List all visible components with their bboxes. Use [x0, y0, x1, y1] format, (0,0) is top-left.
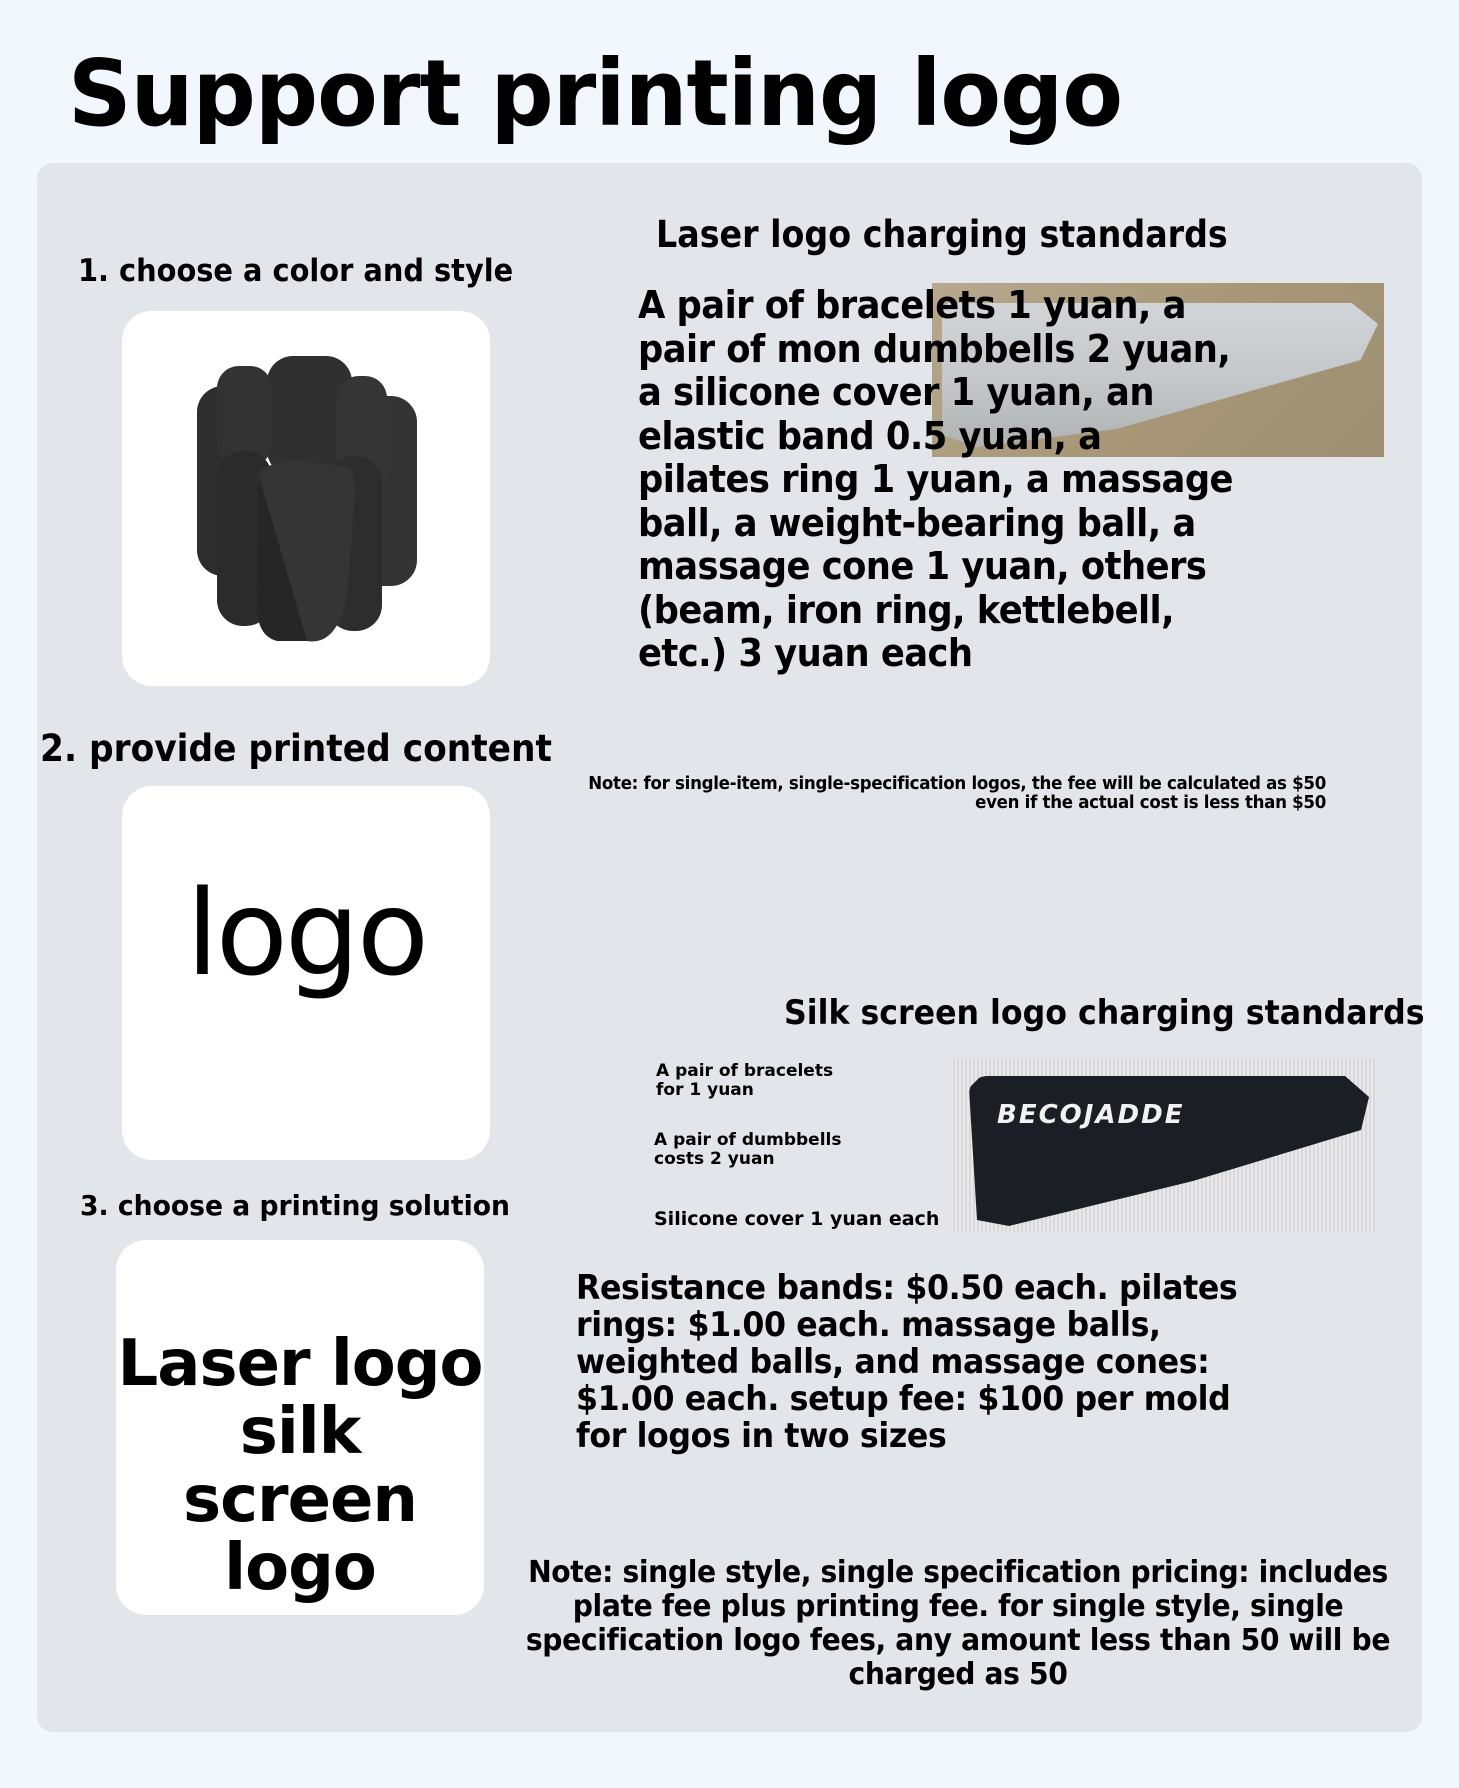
- logo-content-card[interactable]: [122, 786, 490, 1160]
- solution-silk-screen: silk screen: [183, 1395, 417, 1537]
- step-3-label: 3. choose a printing solution: [80, 1189, 510, 1222]
- silk-screen-sample-image: [951, 1058, 1375, 1232]
- solution-laser: Laser logo: [117, 1327, 483, 1401]
- minimum-fee-note: Note: for single-item, single-specification logos, the fee will be calculated as $50 even if the actual cost is less than $50: [588, 774, 1326, 813]
- logo-placeholder-text: logo: [185, 864, 427, 1002]
- bracelet-image: [187, 356, 427, 646]
- brand-print: BECOJADDE: [997, 1100, 1185, 1130]
- laser-heading: Laser logo charging standards: [656, 213, 1228, 256]
- color-style-card[interactable]: [122, 311, 490, 686]
- page-title: Support printing logo: [68, 40, 1123, 147]
- silk-item-silicone-cover: Silicone cover 1 yuan each: [654, 1208, 940, 1230]
- silk-item-bracelets: A pair of bracelets for 1 yuan: [656, 1061, 834, 1100]
- step-2-label: 2. provide printed content: [40, 727, 552, 770]
- solution-logo: logo: [224, 1531, 376, 1605]
- silk-screen-heading: Silk screen logo charging standards: [784, 993, 1425, 1033]
- solution-options: [116, 1327, 484, 1605]
- resistance-pricing-text: Resistance bands: $0.50 each. pilates rings: $1.00 each. massage balls, weighted balls, and massage cones: $1.00 each. setup fee: $100 per mold for logos in two sizes: [576, 1268, 1238, 1456]
- pricing-note: Note: single style, single specification pricing: includes plate fee plus printing fee. for single style, single specification logo fees, any amount less than 50 will be charged as 50: [525, 1555, 1391, 1692]
- laser-pricing-text: A pair of bracelets 1 yuan, a pair of mon dumbbells 2 yuan, a silicone cover 1 yuan, an elastic band 0.5 yuan, a pilates ring 1 yuan, a massage ball, a weight-bearing ball, a massage cone 1 yuan, others (beam, iron ring, kettlebell, etc.) 3 yuan each: [638, 283, 1233, 675]
- printing-solution-card[interactable]: [116, 1240, 484, 1615]
- step-1-label: 1. choose a color and style: [78, 253, 514, 289]
- black-cone-shape: [969, 1076, 1369, 1226]
- silk-item-dumbbells: A pair of dumbbells costs 2 yuan: [654, 1130, 842, 1169]
